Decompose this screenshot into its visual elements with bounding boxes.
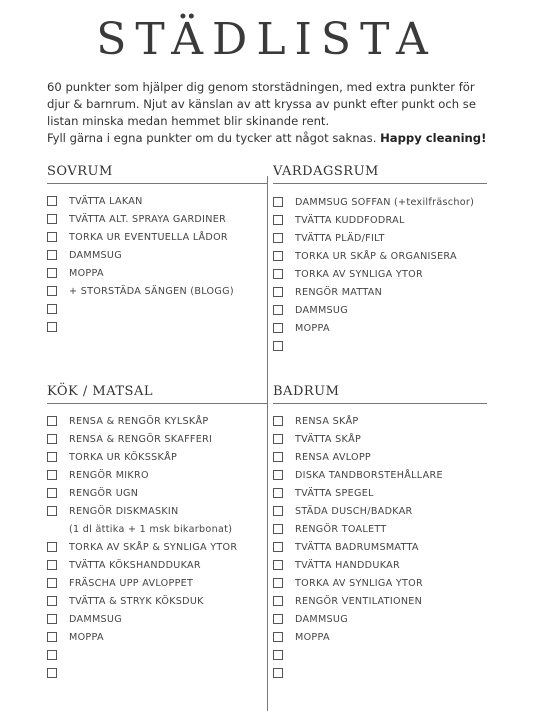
item-label: FRÄSCHA UPP AVLOPPET [69,577,194,589]
checklist-item[interactable] [273,592,487,610]
checklist-item[interactable] [47,412,267,430]
checklist-item[interactable] [47,318,267,336]
checkbox[interactable] [273,287,283,297]
checklist-item[interactable] [47,448,267,466]
item-label: RENGÖR TOALETT [295,523,387,535]
checklist-item[interactable] [273,502,487,520]
item-label: MOPPA [295,631,330,643]
item-label: TORKA AV SKÅP & SYNLIGA YTOR [69,541,238,553]
checklist-item[interactable] [47,430,267,448]
checklist-item[interactable] [47,484,267,502]
checkbox[interactable] [47,470,57,480]
checklist-item[interactable] [273,574,487,592]
checkbox[interactable] [273,560,283,570]
checkbox[interactable] [47,614,57,624]
checklist-item[interactable] [273,247,487,265]
checkbox[interactable] [273,470,283,480]
checklist-item[interactable] [47,282,267,300]
checkbox[interactable] [47,196,57,206]
checkbox[interactable] [47,596,57,606]
checkbox[interactable] [273,632,283,642]
item-label: DAMMSUG [295,613,348,625]
checkbox[interactable] [47,560,57,570]
item-label: RENGÖR MIKRO [69,469,149,481]
checkbox[interactable] [273,506,283,516]
intro-text [47,79,487,147]
section-heading: KÖK / MATSAL [47,384,267,404]
checkbox[interactable] [47,214,57,224]
happy-cleaning: Happy cleaning! [380,131,487,145]
item-label: MOPPA [295,322,330,334]
intro-paragraph: 60 punkter som hjälper dig genom storstädningen, med extra punkter för djur & barnrum. Njut av känslan av att kryssa av punkt efter punkt och se listan minska medan hemmet blir skinande rent. [47,80,476,128]
checklist-item[interactable] [273,538,487,556]
checkbox[interactable] [273,596,283,606]
checklist-item[interactable] [47,264,267,282]
checkbox[interactable] [273,578,283,588]
item-label: MOPPA [69,267,104,279]
checklist-item[interactable] [47,192,267,210]
checklist-item[interactable] [47,646,267,664]
item-label: RENGÖR VENTILATIONEN [295,595,423,607]
item-label: RENSA & RENGÖR SKAFFERI [69,433,213,445]
checklist-item[interactable] [47,538,267,556]
item-label: MOPPA [69,631,104,643]
item-label: RENGÖR DISKMASKIN [69,505,179,517]
item-label: DISKA TANDBORSTEHÅLLARE [295,469,443,481]
checklist-item[interactable] [273,193,487,211]
checklist [47,412,267,520]
checkbox[interactable] [273,488,283,498]
item-label: DAMMSUG [295,304,348,316]
item-label: RENSA SKÅP [295,415,359,427]
checklist-item[interactable] [273,610,487,628]
checklist-item[interactable] [47,574,267,592]
checklist-item[interactable] [47,300,267,318]
item-label: TORKA AV SYNLIGA YTOR [295,268,423,280]
item-label: TVÄTTA PLÄD/FILT [295,232,385,244]
checklist-item[interactable] [47,556,267,574]
item-label: TORKA UR SKÅP & ORGANISERA [295,250,457,262]
checkbox[interactable] [47,668,57,678]
item-label: RENGÖR UGN [69,487,139,499]
checkbox[interactable] [47,488,57,498]
checklist-item[interactable] [47,610,267,628]
item-label: DAMMSUG [69,249,122,261]
item-label: + STORSTÄDA SÄNGEN (BLOGG) [69,285,234,297]
checkbox[interactable] [47,250,57,260]
item-label: TORKA UR EVENTUELLA LÅDOR [69,231,228,243]
item-label: TVÄTTA & STRYK KÖKSDUK [69,595,204,607]
checklist-item[interactable] [273,265,487,283]
intro-note [47,130,487,147]
item-label: TVÄTTA ALT. SPRAYA GARDINER [69,213,227,225]
checklist-item[interactable] [47,228,267,246]
checklist [47,538,267,682]
section-heading: SOVRUM [47,164,267,184]
item-label: TORKA UR KÖKSSKÅP [69,451,178,463]
checkbox[interactable] [47,632,57,642]
item-label: TVÄTTA LAKAN [69,195,143,207]
section-heading: VARDAGSRUM [273,164,487,184]
item-label: RENSA & RENGÖR KYLSKÅP [69,415,209,427]
item-label: TVÄTTA HANDDUKAR [295,559,400,571]
section-vardagsrum [273,164,487,355]
checklist-item[interactable] [47,592,267,610]
checkbox[interactable] [273,215,283,225]
item-label: TVÄTTA KÖKSHANDDUKAR [69,559,201,571]
checkbox[interactable] [273,305,283,315]
checkbox[interactable] [47,578,57,588]
checkbox[interactable] [273,416,283,426]
checklist-item[interactable] [273,556,487,574]
checklist-item[interactable] [273,520,487,538]
checkbox[interactable] [47,304,57,314]
checkbox[interactable] [47,542,57,552]
section-heading: BADRUM [273,384,487,404]
item-label: TVÄTTA SKÅP [295,433,362,445]
checklist-item[interactable] [273,412,487,430]
checkbox[interactable] [273,668,283,678]
checkbox[interactable] [273,197,283,207]
checklist-item[interactable] [273,211,487,229]
checkbox[interactable] [273,452,283,462]
checkbox[interactable] [273,524,283,534]
item-label: TVÄTTA SPEGEL [295,487,374,499]
checklist-item[interactable] [47,210,267,228]
checklist-item[interactable] [273,430,487,448]
checkbox[interactable] [47,286,57,296]
item-label: TVÄTTA BADRUMSMATTA [295,541,419,553]
column-divider [267,176,268,711]
item-label: DAMMSUG [69,613,122,625]
item-label: TVÄTTA KUDDFODRAL [295,214,405,226]
checklist-item[interactable] [273,337,487,355]
intro-note-text: Fyll gärna i egna punkter om du tycker att något saknas. [47,131,381,145]
checklist-item[interactable] [273,301,487,319]
checklist-item[interactable] [273,484,487,502]
checklist-item[interactable] [273,448,487,466]
checkbox[interactable] [47,322,57,332]
checklist-item[interactable] [47,628,267,646]
checkbox[interactable] [273,323,283,333]
checkbox[interactable] [273,269,283,279]
checklist [47,192,267,336]
checkbox[interactable] [273,341,283,351]
item-label: RENGÖR MATTAN [295,286,383,298]
checklist [273,193,487,355]
checkbox[interactable] [273,434,283,444]
checklist-item[interactable] [273,229,487,247]
item-label: STÄDA DUSCH/BADKAR [295,505,413,517]
checkbox[interactable] [273,542,283,552]
section-badrum [273,384,487,682]
page-title: STÄDLISTA [96,14,437,65]
checkbox[interactable] [47,268,57,278]
checklist-item[interactable] [273,628,487,646]
checklist [273,412,487,682]
item-label: RENSA AVLOPP [295,451,372,463]
checklist-item[interactable] [273,664,487,682]
item-label: DAMMSUG SOFFAN (+texilfräschor) [295,196,475,208]
checklist-item[interactable] [47,502,267,520]
checkbox[interactable] [47,506,57,516]
checkbox[interactable] [273,251,283,261]
checkbox[interactable] [47,434,57,444]
checkbox[interactable] [273,614,283,624]
checkbox[interactable] [47,232,57,242]
checklist-item[interactable] [47,246,267,264]
section-sovrum [47,164,267,336]
section-kok [47,384,267,682]
item-label: TORKA AV SYNLIGA YTOR [295,577,423,589]
checkbox[interactable] [273,650,283,660]
checklist-item[interactable] [47,466,267,484]
checkbox[interactable] [47,650,57,660]
checkbox[interactable] [47,452,57,462]
checkbox[interactable] [47,416,57,426]
checklist-item[interactable] [273,466,487,484]
checklist-item[interactable] [273,283,487,301]
diskmaskin-note: (1 dl ättika + 1 msk bikarbonat) [69,523,233,535]
checklist-item[interactable] [273,646,487,664]
checklist-item[interactable] [273,319,487,337]
checklist-item[interactable] [47,664,267,682]
checkbox[interactable] [273,233,283,243]
